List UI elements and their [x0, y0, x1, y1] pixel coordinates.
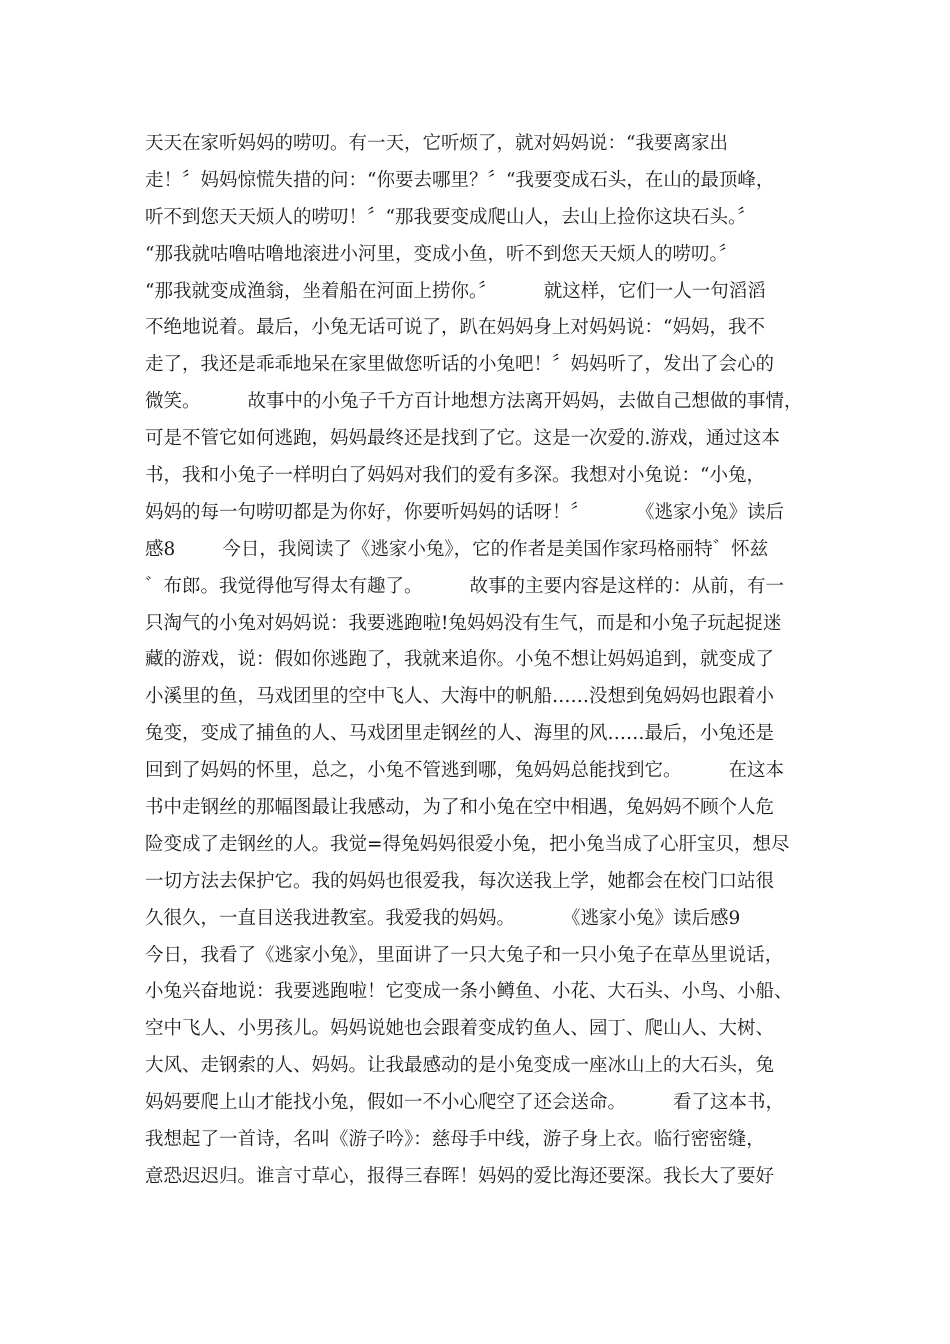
text-line: 书，我和小兔子一样明白了妈妈对我们的爱有多深。我想对小兔说：“小兔， [145, 465, 765, 487]
text-line: 走！〞妈妈惊慌失措的问：“你要去哪里？〞“我要变成石头，在山的最顶峰， [145, 169, 775, 191]
text-line: 小溪里的鱼，马戏团里的空中飞人、大海中的帆船……没想到兔妈妈也跟着小 [145, 686, 775, 708]
document-body [145, 126, 825, 1196]
text-line: 走了，我还是乖乖地呆在家里做您听话的小兔吧！〞妈妈听了，发出了会心的 [145, 354, 775, 376]
text-line: 一切方法去保护它。我的妈妈也很爱我，每次送我上学，她都会在校门口站很 [145, 870, 775, 892]
text-line: 兔变，变成了捕鱼的人、马戏团里走钢丝的人、海里的风……最后，小兔还是 [145, 723, 775, 745]
text-line: “那我就咕噜咕噜地滚进小河里，变成小鱼，听不到您天天烦人的唠叨。〞 [145, 243, 738, 265]
text-line: 今日，我看了《逃家小兔》，里面讲了一只大兔子和一只小兔子在草丛里说话， [145, 944, 784, 966]
text-line: 回到了妈妈的怀里，总之，小兔不管逃到哪，兔妈妈总能找到它。 在这本 [145, 760, 785, 782]
text-line: 妈妈的每一句唠叨都是为你好，你要听妈妈的话呀！〞 《逃家小兔》读后 [145, 501, 785, 523]
text-line: 妈妈要爬上山才能找小兔，假如一不小心爬空了还会送命。 看了这本书， [145, 1092, 785, 1114]
text-line: 险变成了走钢丝的人。我觉=得兔妈妈很爱小兔，把小兔当成了心肝宝贝，想尽 [145, 833, 790, 855]
text-line: 空中飞人、小男孩儿。妈妈说她也会跟着变成钓鱼人、园丁、爬山人、大树、 [145, 1018, 775, 1040]
text-line: 听不到您天天烦人的唠叨！〞“那我要变成爬山人，去山上捡你这块石头。〞 [145, 206, 756, 228]
text-line: 我想起了一首诗，名叫《游子吟》：慈母手中线，游子身上衣。临行密密缝， [145, 1129, 765, 1151]
text-line: 大风、走钢索的人、妈妈。让我最感动的是小兔变成一座冰山上的大石头，兔 [145, 1055, 775, 1077]
text-line: 只淘气的小兔对妈妈说：我要逃跑啦!兔妈妈没有生气，而是和小兔子玩起捉迷 [145, 612, 782, 634]
text-line: 藏的游戏，说：假如你逃跑了，我就来追你。小兔不想让妈妈追到，就变成了 [145, 649, 775, 671]
text-line: 意恐迟迟归。谁言寸草心，报得三春晖！妈妈的爱比海还要深。我长大了要好 [145, 1165, 775, 1187]
text-line: 可是不管它如何逃跑，妈妈最终还是找到了它。这是一次爱的.游戏，通过这本 [145, 428, 780, 450]
text-line: 久很久，一直目送我进教室。我爱我的妈妈。 《逃家小兔》读后感9 [145, 907, 741, 929]
text-line: 小兔兴奋地说：我要逃跑啦！它变成一条小鳟鱼、小花、大石头、小鸟、小船、 [145, 981, 793, 1003]
text-line: “那我就变成渔翁，坐着船在河面上捞你。〞 就这样，它们一人一句滔滔 [145, 280, 766, 302]
text-line: 天天在家听妈妈的唠叨。有一天，它听烦了，就对妈妈说：“我要离家出 [145, 133, 728, 154]
text-line: 微笑。 故事中的小兔子千方百计地想方法离开妈妈，去做自己想做的事情， [145, 391, 803, 413]
text-line: ゛布郎。我觉得他写得太有趣了。 故事的主要内容是这样的：从前，有一 [145, 575, 785, 597]
text-line: 感8 今日，我阅读了《逃家小兔》，它的作者是美国作家玛格丽特゛怀兹 [145, 538, 769, 560]
text-line: 不绝地说着。最后，小兔无话可说了，趴在妈妈身上对妈妈说：“妈妈，我不 [145, 317, 765, 339]
text-line: 书中走钢丝的那幅图最让我感动，为了和小兔在空中相遇，兔妈妈不顾个人危 [145, 797, 775, 819]
